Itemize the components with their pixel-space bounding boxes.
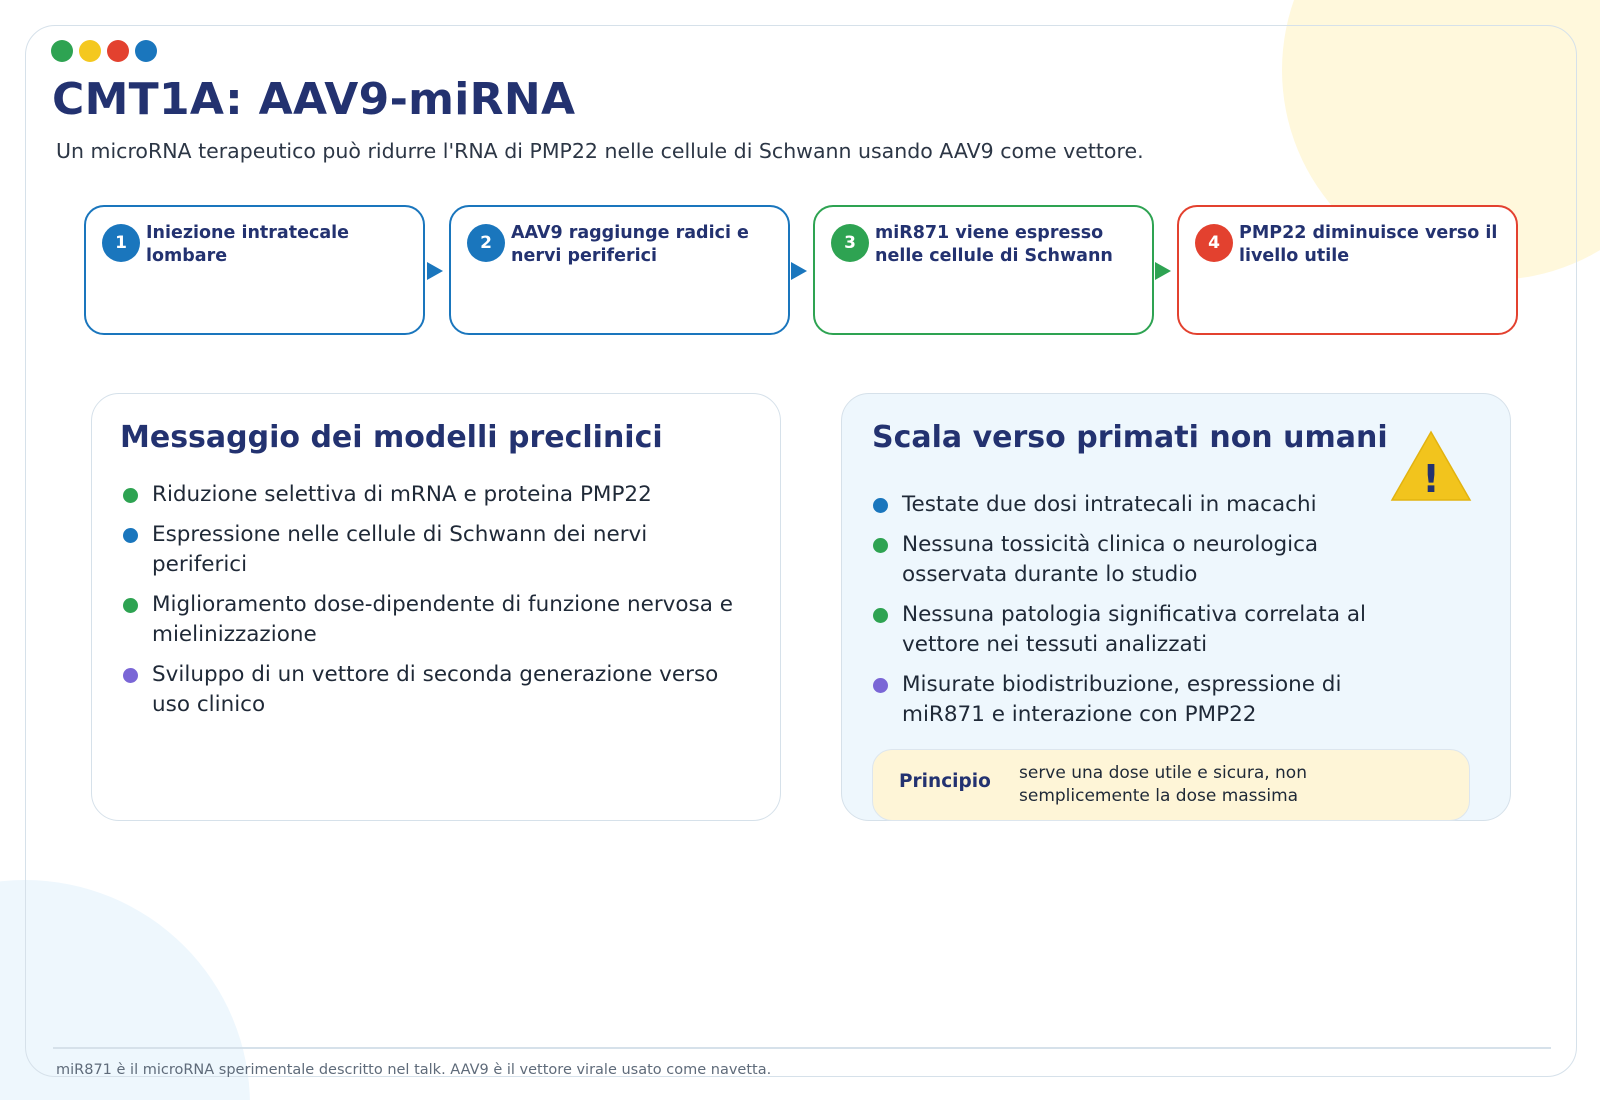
step-1-arrow xyxy=(427,262,443,280)
warning-icon xyxy=(1390,430,1472,502)
footnote: miR871 è il microRNA sperimentale descritto nel talk. AAV9 è il vettore virale usato come navetta. xyxy=(56,1062,772,1078)
page-title: CMT1A: AAV9-miRNA xyxy=(52,74,576,125)
step-1-number: 1 xyxy=(102,224,140,262)
list-item xyxy=(122,660,742,720)
list-item-text: Sviluppo di un vettore di seconda generazione verso uso clinico xyxy=(152,662,719,717)
bullet-dot xyxy=(123,528,138,543)
list-item-text: Espressione nelle cellule di Schwann dei nervi periferici xyxy=(152,522,648,577)
step-2-label: AAV9 raggiunge radici e nervi periferici xyxy=(511,223,749,266)
step-1-card xyxy=(84,205,425,335)
yellow-dot xyxy=(79,40,101,62)
list-item-text: Misurate biodistribuzione, espressione di miR871 e interazione con PMP22 xyxy=(902,672,1342,727)
principle-label: Principio xyxy=(899,771,991,792)
blue-dot xyxy=(135,40,157,62)
list-item xyxy=(122,590,742,650)
list-item xyxy=(872,490,1392,520)
list-item-text: Riduzione selettiva di mRNA e proteina PMP22 xyxy=(152,482,652,507)
step-3-label: miR871 viene espresso nelle cellule di Schwann xyxy=(875,223,1113,266)
window-dots xyxy=(51,40,157,62)
list-item xyxy=(872,600,1392,660)
list-item-text: Testate due dosi intratecali in macachi xyxy=(902,492,1317,517)
primates-title: Scala verso primati non umani xyxy=(872,420,1388,455)
bullet-dot xyxy=(123,488,138,503)
bullet-dot xyxy=(123,598,138,613)
list-item-text: Miglioramento dose-dipendente di funzione nervosa e mielinizzazione xyxy=(152,592,733,647)
list-item xyxy=(872,530,1392,590)
primates-panel xyxy=(841,393,1511,821)
list-item xyxy=(872,670,1392,730)
preclinical-panel xyxy=(91,393,781,821)
list-item xyxy=(122,480,742,510)
step-2-card xyxy=(449,205,790,335)
primates-list xyxy=(872,490,1392,740)
footer-divider xyxy=(53,1047,1551,1049)
step-2-number: 2 xyxy=(467,224,505,262)
step-4-number: 4 xyxy=(1195,224,1233,262)
principle-callout xyxy=(872,749,1470,821)
step-2-arrow xyxy=(791,262,807,280)
bullet-dot xyxy=(873,678,888,693)
red-dot xyxy=(107,40,129,62)
step-4-card xyxy=(1177,205,1518,335)
list-item-text: Nessuna tossicità clinica o neurologica osservata durante lo studio xyxy=(902,532,1319,587)
warning-mark: ! xyxy=(1422,457,1440,501)
bullet-dot xyxy=(873,498,888,513)
step-3-arrow xyxy=(1155,262,1171,280)
preclinical-title: Messaggio dei modelli preclinici xyxy=(120,420,663,455)
preclinical-list xyxy=(122,480,742,730)
step-1-label: Iniezione intratecale lombare xyxy=(146,223,350,266)
green-dot xyxy=(51,40,73,62)
step-3-number: 3 xyxy=(831,224,869,262)
step-4-label: PMP22 diminuisce verso il livello utile xyxy=(1239,223,1498,266)
bullet-dot xyxy=(123,668,138,683)
bullet-dot xyxy=(873,608,888,623)
principle-text: serve una dose utile e sicura, non semplicemente la dose massima xyxy=(1019,763,1307,806)
list-item-text: Nessuna patologia significativa correlata al vettore nei tessuti analizzati xyxy=(902,602,1367,657)
bullet-dot xyxy=(873,538,888,553)
page-subtitle: Un microRNA terapeutico può ridurre l'RNA di PMP22 nelle cellule di Schwann usando AAV9 come vettore. xyxy=(56,139,1144,163)
list-item xyxy=(122,520,742,580)
step-3-card xyxy=(813,205,1154,335)
